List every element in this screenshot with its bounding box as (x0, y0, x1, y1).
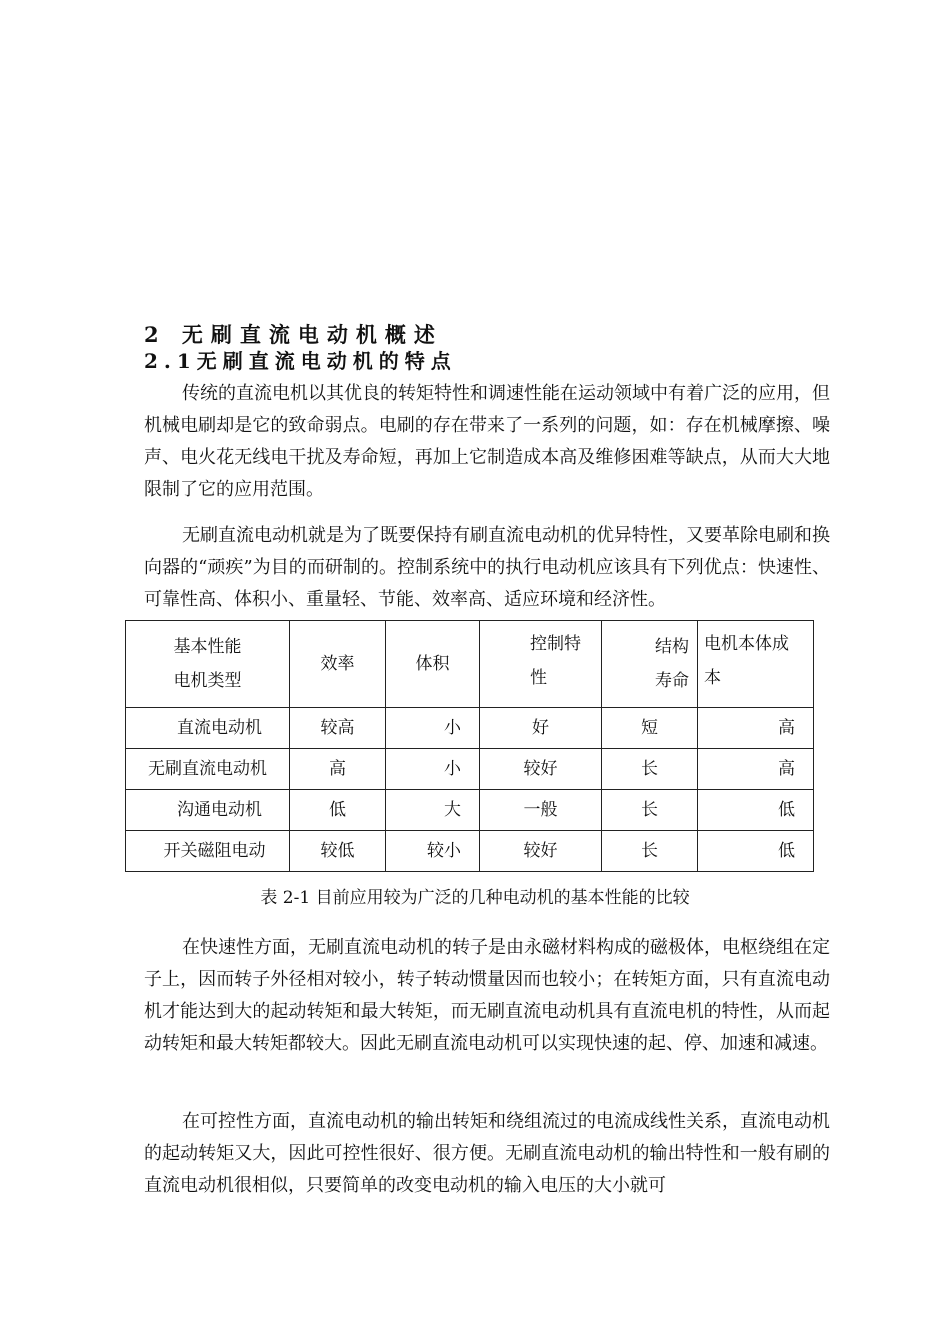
table-row (126, 749, 814, 790)
cell-life: 长 (602, 790, 698, 831)
header-cost-cell (698, 621, 814, 708)
cell-type: 无刷直流电动机 (126, 749, 290, 790)
cell-type: 沟通电动机 (126, 790, 290, 831)
cell-efficiency: 较高 (290, 708, 386, 749)
header-cost-line2: 本 (704, 668, 721, 688)
cell-volume: 大 (386, 790, 480, 831)
header-control-line2: 性 (530, 668, 547, 688)
paragraph-speed: 在快速性方面，无刷直流电动机的转子是由永磁材料构成的磁极体，电枢绕组在定子上，因而转子外径相对较小，转子转动惯量因而也较小；在转矩方面，只有直流电动机才能达到大的起动转矩和最大转矩，而无刷直流电动机具有直流电机的特性，从而起动转矩和最大转矩都较大。因此无刷直流电动机可以实现快速的起、停、加速和减速。 (144, 937, 830, 1054)
cell-control: 较好 (480, 749, 602, 790)
header-life-line2: 寿命 (655, 671, 689, 691)
table-caption: 表 2-1 目前应用较为广泛的几种电动机的基本性能的比较 (260, 888, 690, 908)
cell-life: 短 (602, 708, 698, 749)
paragraph-intro: 传统的直流电机以其优良的转矩特性和调速性能在运动领域中有着广泛的应用，但机械电刷却是它的致命弱点。电刷的存在带来了一系列的问题，如：存在机械摩擦、噪声、电火花无线电干扰及寿命短，再加上它制造成本高及维修困难等缺点，从而大大地限制了它的应用范围。 (144, 383, 830, 500)
cell-control: 较好 (480, 831, 602, 872)
header-life-cell (602, 621, 698, 708)
header-volume: 体积 (386, 621, 480, 708)
cell-efficiency: 高 (290, 749, 386, 790)
motor-comparison-table (125, 620, 814, 872)
paragraph-controllability: 在可控性方面，直流电动机的输出转矩和绕组流过的电流成线性关系，直流电动机的起动转矩又大，因此可控性很好、很方便。无刷直流电动机的输出特性和一般有刷的直流电动机很相似，只要简单的改变电动机的输入电压的大小就可 (144, 1111, 830, 1196)
header-cost-line1: 电机本体成 (704, 634, 789, 654)
header-efficiency: 效率 (290, 621, 386, 708)
cell-cost: 高 (698, 749, 814, 790)
header-type-cell (126, 621, 290, 708)
cell-cost: 低 (698, 831, 814, 872)
header-type-line2: 电机类型 (173, 671, 242, 691)
table-row (126, 790, 814, 831)
cell-cost: 高 (698, 708, 814, 749)
section-title: 2.1无刷直流电动机的特点 (144, 349, 457, 373)
chapter-title: 2 无刷直流电动机概述 (144, 322, 443, 347)
table-row (126, 708, 814, 749)
header-life-line1: 结构 (655, 637, 689, 657)
cell-control: 一般 (480, 790, 602, 831)
cell-volume: 较小 (386, 831, 480, 872)
cell-control: 好 (480, 708, 602, 749)
paragraph-requirements: 无刷直流电动机就是为了既要保持有刷直流电动机的优异特性，又要革除电刷和换向器的“顽疾”为目的而研制的。控制系统中的执行电动机应该具有下列优点：快速性、可靠性高、体积小、重量轻、节能、效率高、适应环境和经济性。 (144, 525, 830, 610)
cell-cost: 低 (698, 790, 814, 831)
cell-efficiency: 低 (290, 790, 386, 831)
cell-type: 开关磁阻电动 (126, 831, 290, 872)
cell-volume: 小 (386, 749, 480, 790)
cell-life: 长 (602, 831, 698, 872)
cell-type: 直流电动机 (126, 708, 290, 749)
cell-volume: 小 (386, 708, 480, 749)
header-control-cell (480, 621, 602, 708)
header-control-line1: 控制特 (530, 634, 581, 654)
table-header-row (126, 621, 814, 708)
cell-life: 长 (602, 749, 698, 790)
header-type-line1: 基本性能 (173, 637, 242, 657)
cell-efficiency: 较低 (290, 831, 386, 872)
table-row (126, 831, 814, 872)
